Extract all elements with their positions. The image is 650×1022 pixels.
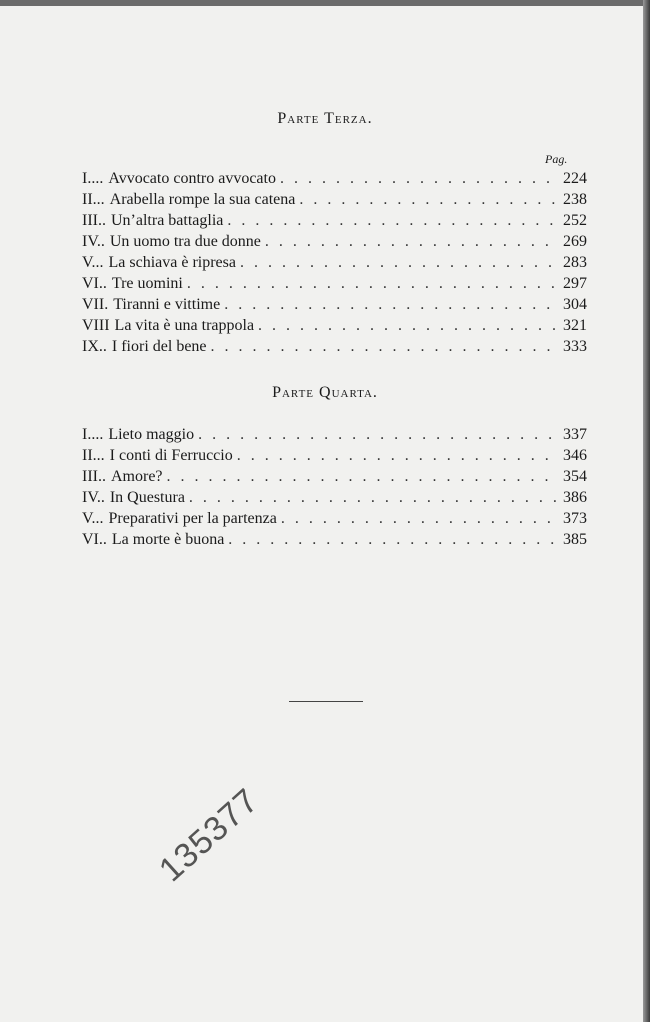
chapter-title: Amore?: [110, 468, 163, 485]
page-number: 269: [563, 233, 587, 250]
dot-leader: [299, 191, 559, 209]
chapter-title: Lieto maggio: [108, 426, 195, 443]
dot-leader: [189, 489, 559, 507]
chapter-title: I fiori del bene: [111, 338, 207, 355]
dot-leader: [224, 296, 559, 314]
dot-leader: [258, 317, 559, 335]
dot-leader: [280, 170, 559, 188]
dot-leader: [265, 233, 559, 251]
toc-entry: [82, 317, 587, 338]
toc-entry: [82, 191, 587, 212]
chapter-number: IV..: [82, 233, 105, 250]
toc-entry: [82, 531, 587, 552]
chapter-title: Tiranni e vittime: [113, 296, 221, 313]
chapter-title: Un uomo tra due donne: [109, 233, 261, 250]
chapter-number: II...: [82, 447, 105, 464]
chapter-number: IX..: [82, 338, 107, 355]
chapter-title: Avvocato contro avvocato: [108, 170, 276, 187]
chapter-title: Tre uomini: [111, 275, 183, 292]
page-number: 385: [563, 531, 587, 548]
chapter-title: I conti di Ferruccio: [109, 447, 233, 464]
book-page: [0, 6, 643, 1022]
part-three-title: Parte Terza.: [277, 110, 373, 127]
page-number: 238: [563, 191, 587, 208]
chapter-number: IV..: [82, 489, 105, 506]
chapter-number: VI..: [82, 275, 107, 292]
chapter-number: III..: [82, 468, 106, 485]
dot-leader: [167, 468, 559, 486]
dot-leader: [240, 254, 559, 272]
chapter-title: Arabella rompe la sua catena: [109, 191, 296, 208]
toc-entry: [82, 254, 587, 275]
toc-entry: [82, 510, 587, 531]
page-number: 386: [563, 489, 587, 506]
page-number: 304: [563, 296, 587, 313]
chapter-number: II...: [82, 191, 105, 208]
end-rule: [289, 701, 363, 702]
toc-entry: [82, 233, 587, 254]
chapter-title: Preparativi per la partenza: [108, 510, 277, 527]
part-three-contents: [82, 170, 587, 359]
page-number: 346: [563, 447, 587, 464]
page-number: 252: [563, 212, 587, 229]
toc-entry: [82, 170, 587, 191]
dot-leader: [211, 338, 559, 356]
library-stamp-number: 135377: [151, 781, 267, 890]
chapter-number: V...: [82, 254, 104, 271]
dot-leader: [228, 531, 559, 549]
chapter-title: La morte è buona: [111, 531, 225, 548]
dot-leader: [187, 275, 559, 293]
page-number: 337: [563, 426, 587, 443]
chapter-number: V...: [82, 510, 104, 527]
dot-leader: [237, 447, 559, 465]
page-number: 354: [563, 468, 587, 485]
chapter-title: In Questura: [109, 489, 185, 506]
page-number: 333: [563, 338, 587, 355]
page-number: 373: [563, 510, 587, 527]
toc-entry: [82, 426, 587, 447]
chapter-number: VIII: [82, 317, 110, 334]
page-number: 321: [563, 317, 587, 334]
chapter-title: La vita è una trappola: [114, 317, 255, 334]
chapter-number: VI..: [82, 531, 107, 548]
toc-entry: [82, 212, 587, 233]
dot-leader: [281, 510, 559, 528]
chapter-number: I....: [82, 426, 104, 443]
chapter-number: I....: [82, 170, 104, 187]
chapter-title: Un’altra battaglia: [110, 212, 224, 229]
dot-leader: [198, 426, 559, 444]
page-number: 224: [563, 170, 587, 187]
toc-entry: [82, 489, 587, 510]
toc-entry: [82, 447, 587, 468]
page-column-label: Pag.: [545, 152, 568, 166]
part-four-title: Parte Quarta.: [272, 384, 378, 401]
toc-entry: [82, 275, 587, 296]
chapter-number: III..: [82, 212, 106, 229]
toc-entry: [82, 338, 587, 359]
toc-entry: [82, 468, 587, 489]
toc-entry: [82, 296, 587, 317]
chapter-number: VII.: [82, 296, 109, 313]
page-number: 297: [563, 275, 587, 292]
part-four-contents: [82, 426, 587, 552]
page-number: 283: [563, 254, 587, 271]
dot-leader: [227, 212, 559, 230]
page-edge: [643, 0, 650, 1022]
chapter-title: La schiava è ripresa: [108, 254, 236, 271]
